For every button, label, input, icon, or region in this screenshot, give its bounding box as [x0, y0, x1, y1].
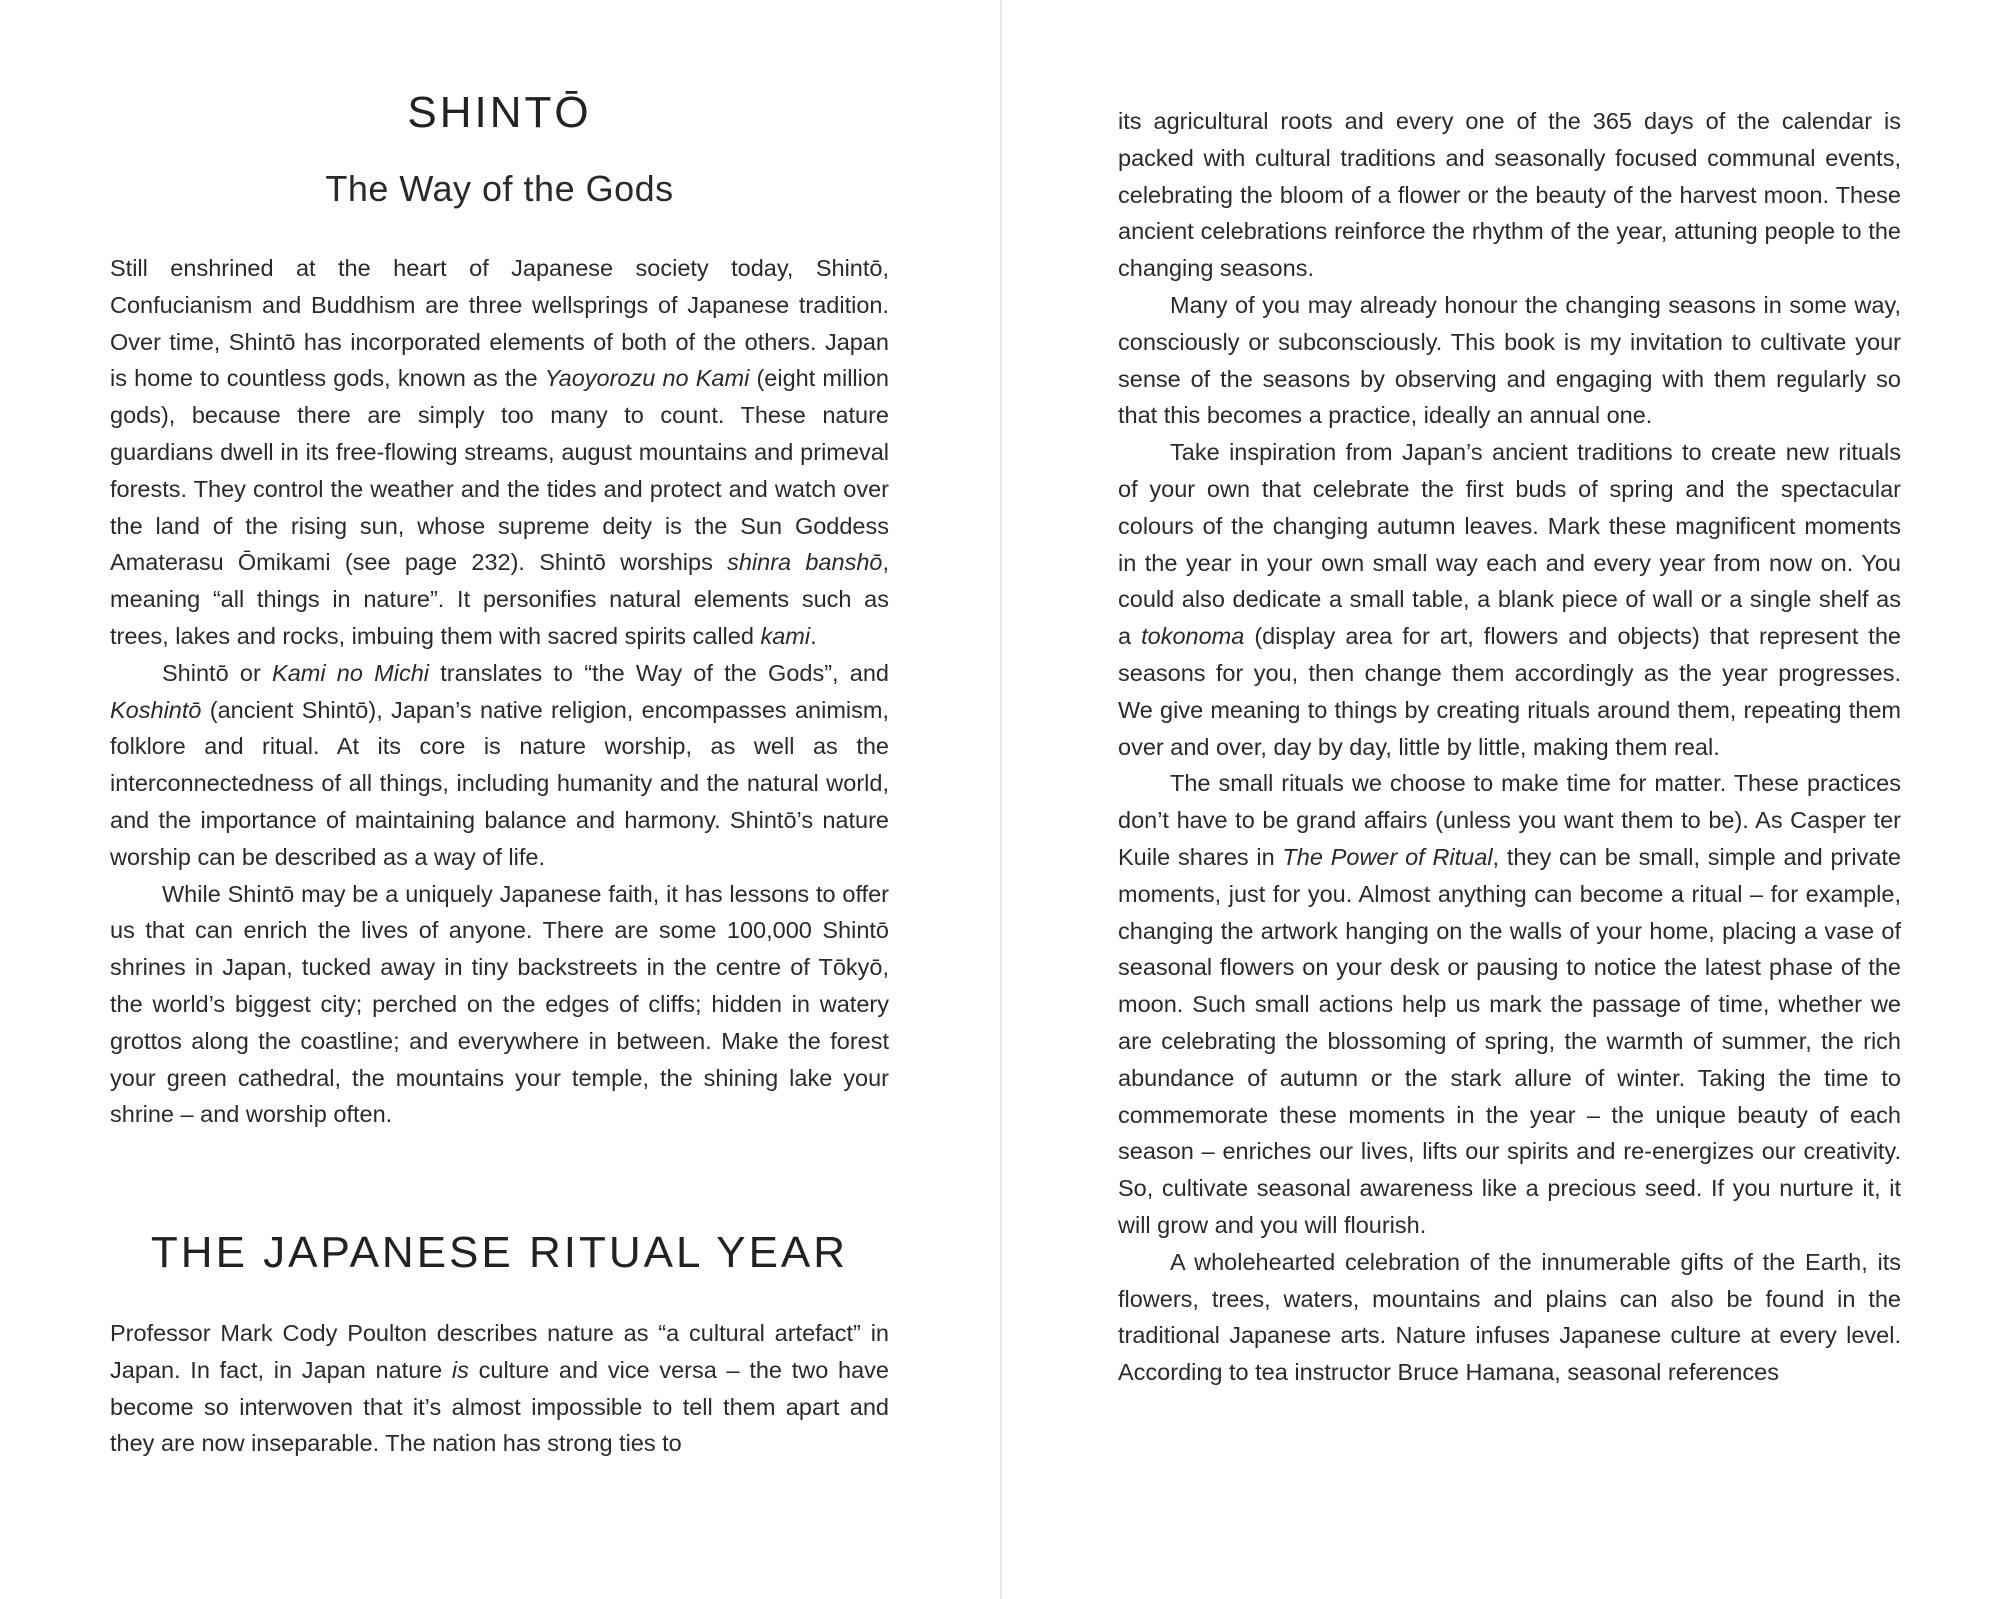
text-run: Take inspiration from Japan’s ancient traditions to create new rituals of your own that celebrate the first buds of spring and the spectacular colours of the changing autumn leaves. Mark these magnificent moments in the year in your own small way each and every year from now on. You could also dedicate a small table, a blank piece of wall or a single shelf as a	[1118, 439, 1901, 650]
italic-text: The Power of Ritual	[1282, 843, 1493, 870]
ritual-year-body	[110, 1315, 889, 1462]
text-run: (display area for art, flowers and objects) that represent the seasons for you, then change them accordingly as the year progresses. We give meaning to things by creating rituals around them, repeating them over and over, day by day, little by little, making them real.	[1118, 623, 1901, 760]
paragraph	[110, 1315, 889, 1462]
shinto-body	[110, 250, 889, 1133]
text-run: While Shintō may be a uniquely Japanese faith, it has lessons to offer us that can enrich the lives of anyone. There are some 100,000 Shintō shrines in Japan, tucked away in tiny backstreets in the centre of Tōkyō, the world’s biggest city; perched on the edges of cliffs; hidden in watery grottos along the coastline; and everywhere in between. Make the forest your green cathedral, the mountains your temple, the shining lake your shrine – and worship often.	[110, 880, 889, 1128]
text-run: , meaning “all things in nature”. It personifies natural elements such as trees, lakes and rocks, imbuing them with sacred spirits called	[110, 549, 889, 649]
paragraph	[1118, 287, 1901, 434]
text-run: its agricultural roots and every one of the 365 days of the calendar is packed with cultural traditions and seasonally focused communal events, celebrating the bloom of a flower or the beauty of the harvest moon. These ancient celebrations reinforce the rhythm of the year, attuning people to the changing seasons.	[1118, 108, 1901, 282]
italic-text: Kami no Michi	[272, 659, 430, 686]
shinto-title: SHINTŌ	[407, 88, 592, 137]
page-gutter	[1000, 0, 1002, 1599]
text-run: The small rituals we choose to make time for matter. These practices don’t have to be grand affairs (unless you want them to be). As Casper ter Kuile shares in	[1118, 770, 1901, 870]
text-run: Shintō or	[162, 659, 273, 686]
paragraph	[1118, 103, 1901, 287]
text-run: A wholehearted celebration of the innumerable gifts of the Earth, its flowers, trees, waters, mountains and plains can also be found in the traditional Japanese arts. Nature infuses Japanese culture at every level. According to tea instructor Bruce Hamana, seasonal references	[1118, 1248, 1901, 1386]
paragraph	[110, 655, 889, 876]
ritual-year-title: THE JAPANESE RITUAL YEAR	[150, 1228, 849, 1277]
text-run: (eight million gods), because there are simply too many to count. These nature guardians dwell in its free-flowing streams, august mountains and primeval forests. They control the weather and the tides and protect and watch over the land of the rising sun, whose supreme deity is the Sun Goddess Amaterasu Ōmikami (see page 232). Shintō worships	[110, 365, 889, 576]
text-run: Still enshrined at the heart of Japanese society today, Shintō, Confucianism and Buddhism are three wellsprings of Japanese tradition. Over time, Shintō has incorporated elements of both of the others. Japan is home to countless gods, known as the	[110, 255, 889, 392]
italic-text: is	[451, 1356, 469, 1383]
text-run: (ancient Shintō), Japan’s native religion, encompasses animism, folklore and ritual. At its core is nature worship, as well as the interconnectedness of all things, including humanity and the natural world, and the importance of maintaining balance and harmony. Shintō’s nature worship can be described as a way of life.	[110, 696, 889, 870]
italic-text: tokonoma	[1141, 623, 1245, 650]
text-run: .	[810, 622, 817, 649]
right-body	[1118, 103, 1901, 1391]
shinto-subtitle: The Way of the Gods	[325, 168, 674, 209]
paragraph	[1118, 765, 1901, 1243]
right-page	[1004, 0, 2000, 1599]
paragraph	[110, 876, 889, 1134]
italic-text: shinra banshō	[727, 549, 883, 576]
paragraph	[1118, 1244, 1901, 1391]
italic-text: Koshintō	[110, 696, 202, 723]
text-run: Professor Mark Cody Poulton describes nature as “a cultural artefact” in Japan. In fact, in Japan nature	[110, 1320, 889, 1383]
text-run: translates to “the Way of the Gods”, and	[429, 659, 890, 686]
italic-text: kami	[760, 622, 811, 649]
paragraph	[110, 250, 889, 655]
italic-text: Yaoyorozu no Kami	[544, 365, 750, 392]
paragraph	[1118, 434, 1901, 765]
text-run: , they can be small, simple and private moments, just for you. Almost anything can become a ritual – for example, changing the artwork hanging on the walls of your home, placing a vase of seasonal flowers on your desk or pausing to notice the latest phase of the moon. Such small actions help us mark the passage of time, whether we are celebrating the blossoming of spring, the warmth of summer, the rich abundance of autumn or the stark allure of winter. Taking the time to commemorate these moments in the year – the unique beauty of each season – enriches our lives, lifts our spirits and re-energizes our creativity. So, cultivate seasonal awareness like a precious seed. If you nurture it, it will grow and you will flourish.	[1118, 843, 1901, 1238]
text-run: Many of you may already honour the changing seasons in some way, consciously or subconsciously. This book is my invitation to cultivate your sense of the seasons by observing and engaging with them regularly so that this becomes a practice, ideally an annual one.	[1118, 291, 1901, 429]
text-run: culture and vice versa – the two have become so interwoven that it’s almost impossible to tell them apart and they are now inseparable. The nation has strong ties to	[110, 1356, 889, 1457]
